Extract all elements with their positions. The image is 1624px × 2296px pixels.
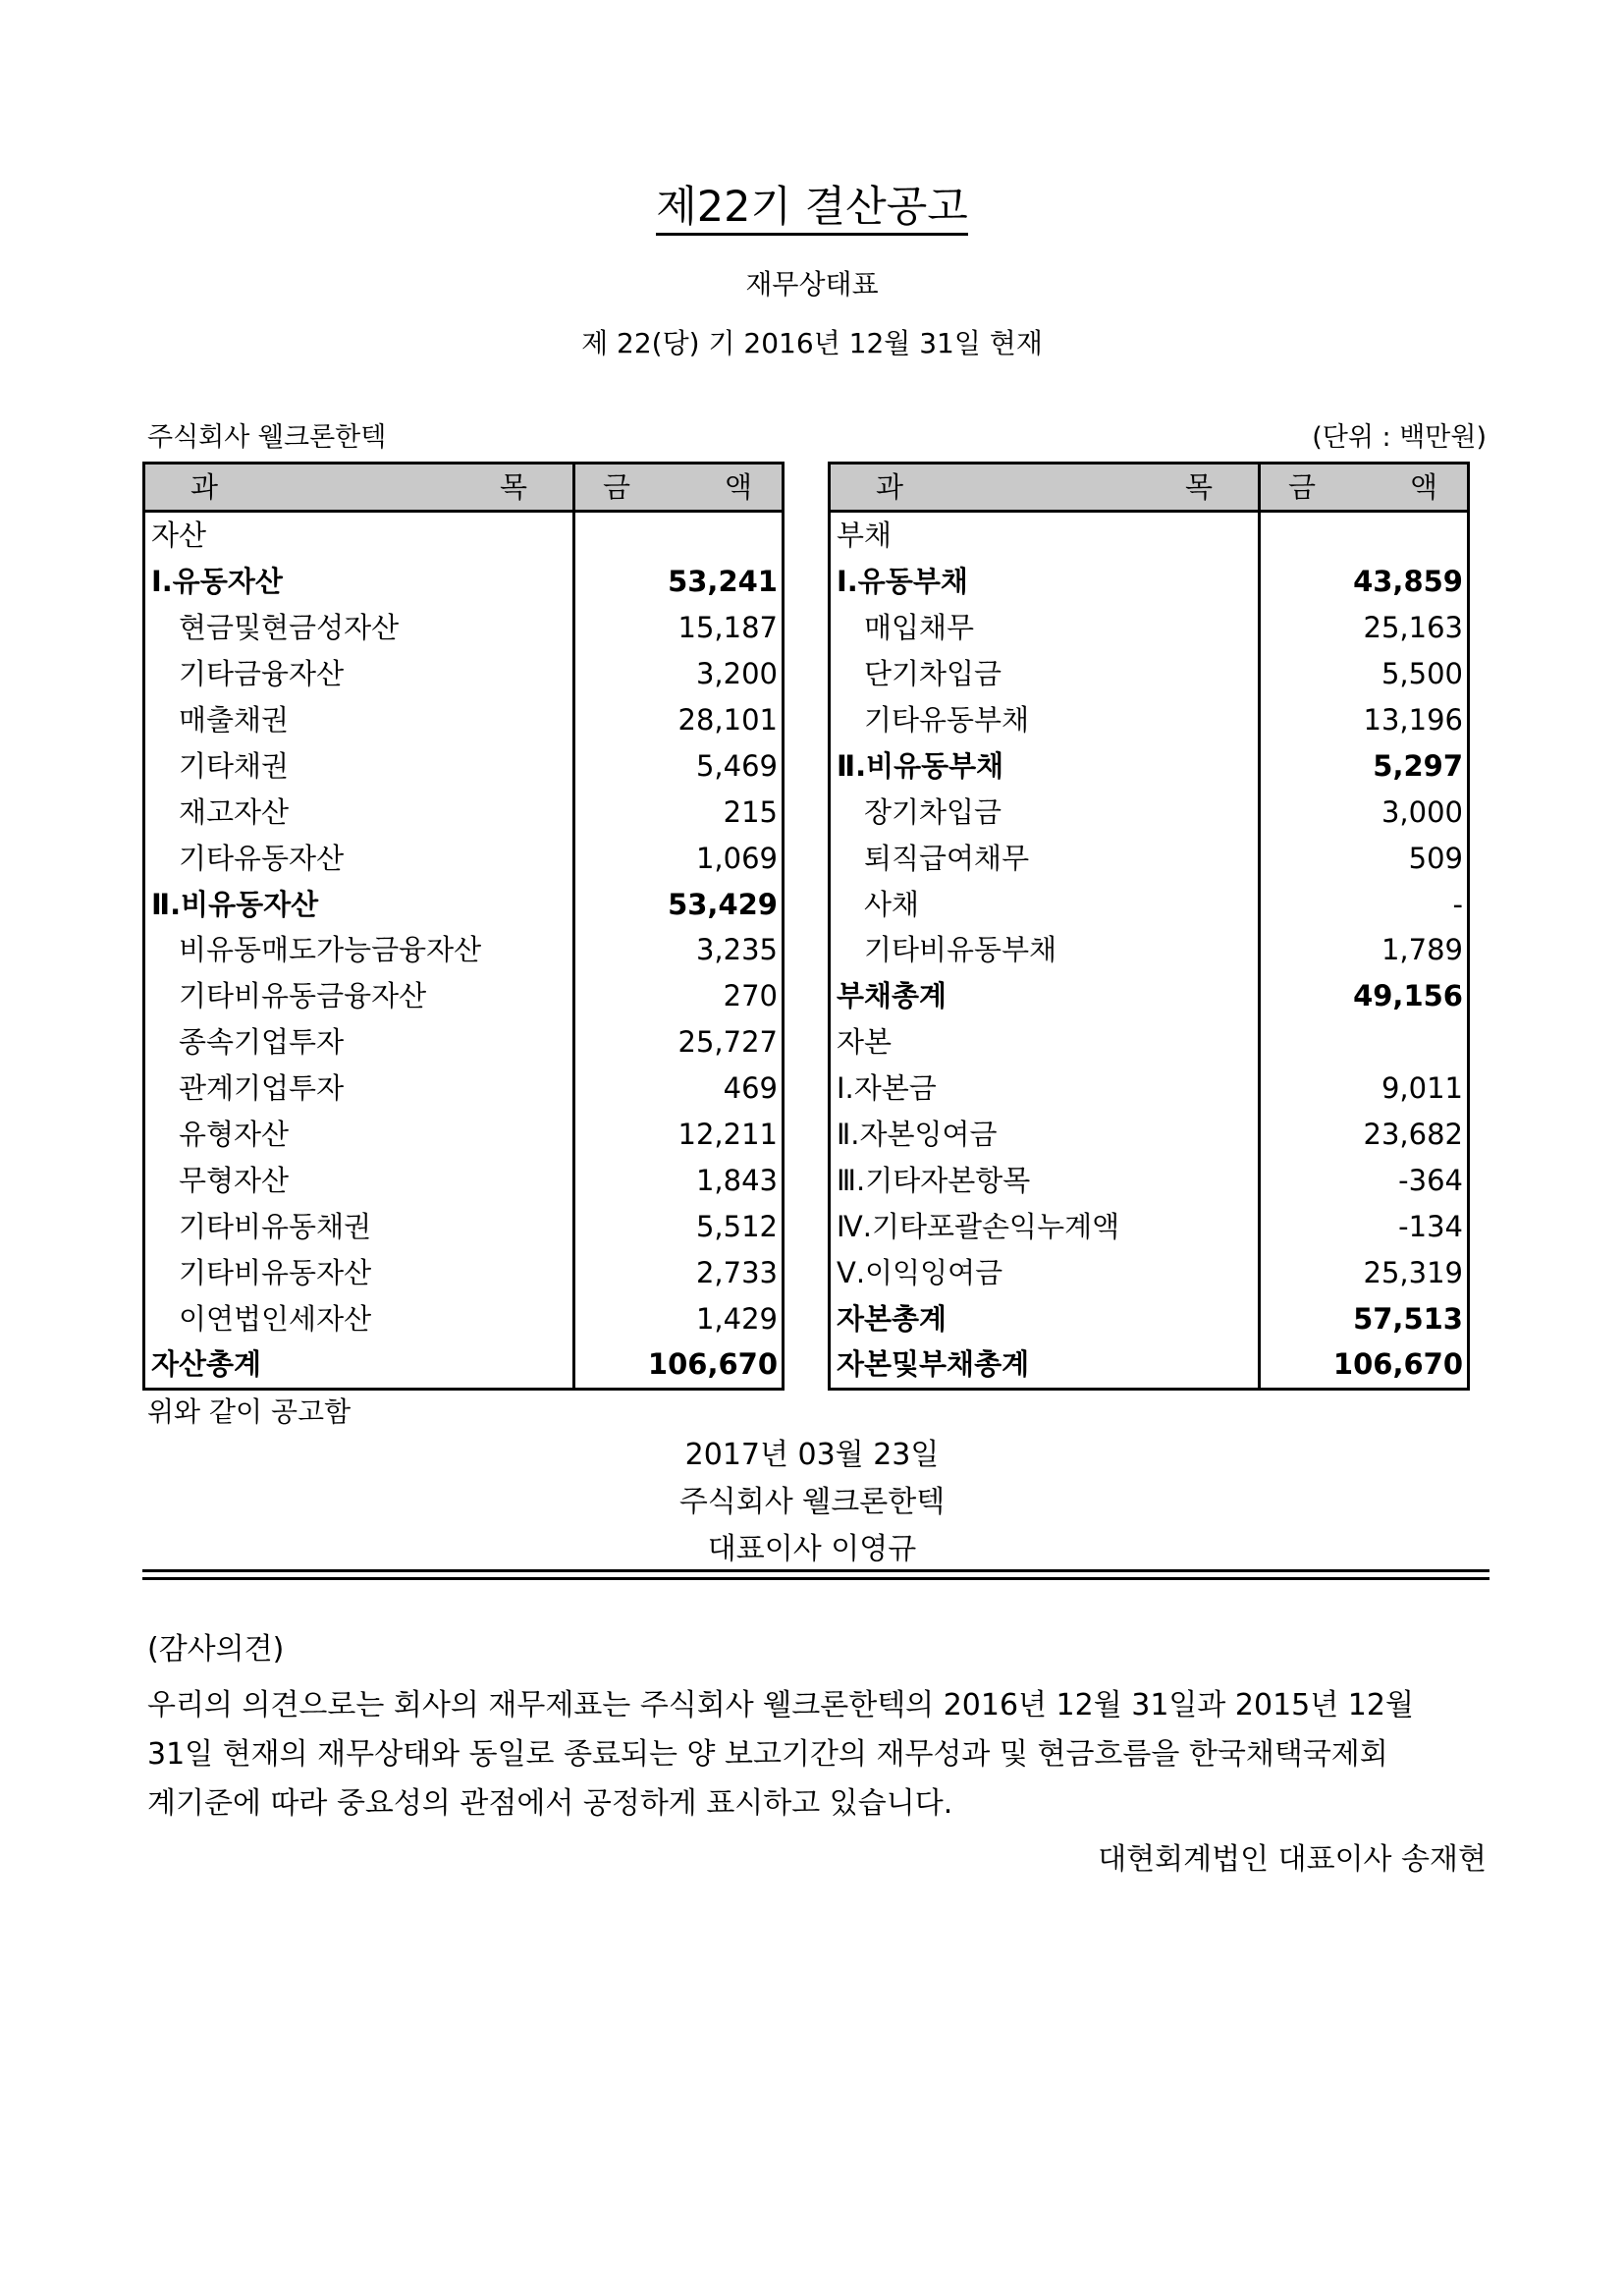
- row-amount: 1,843: [574, 1157, 784, 1203]
- row-label: 자본: [830, 1019, 1260, 1066]
- table-row: [144, 1066, 784, 1112]
- liabilities-rows: [830, 512, 1469, 1390]
- row-label: Ⅰ.유동부채: [830, 559, 1260, 605]
- row-amount: 23,682: [1260, 1112, 1469, 1158]
- row-label: 기타유동부채: [830, 697, 1260, 743]
- table-row: [144, 742, 784, 789]
- table-row: [144, 973, 784, 1019]
- table-row: [144, 651, 784, 697]
- row-amount: 5,500: [1260, 651, 1469, 697]
- row-amount: -364: [1260, 1157, 1469, 1203]
- row-label: 종속기업투자: [144, 1019, 574, 1066]
- table-row: [830, 789, 1469, 835]
- row-amount: 9,011: [1260, 1066, 1469, 1112]
- notice-date: 2017년 03월 23일: [684, 1438, 940, 1472]
- liabilities-item-header: [830, 464, 1260, 512]
- signature-ceo: 대표이사 이영규: [707, 1532, 917, 1566]
- row-label: 기타비유동금융자산: [144, 973, 574, 1019]
- row-amount: 25,727: [574, 1019, 784, 1066]
- row-amount: 28,101: [574, 697, 784, 743]
- row-amount: 25,163: [1260, 605, 1469, 651]
- table-row: [830, 927, 1469, 973]
- row-label: 유형자산: [144, 1112, 574, 1158]
- statement-period: 제 22(당) 기 2016년 12월 31일 현재: [581, 327, 1043, 359]
- table-row: [830, 881, 1469, 927]
- table-row: [830, 697, 1469, 743]
- row-label: 부채: [830, 512, 1260, 559]
- row-label: 관계기업투자: [144, 1066, 574, 1112]
- table-row: [144, 1295, 784, 1341]
- row-label: 사채: [830, 881, 1260, 927]
- table-row: [144, 835, 784, 881]
- row-label: Ⅱ.자본잉여금: [830, 1112, 1260, 1158]
- table-row: [144, 1203, 784, 1249]
- row-label: 자본총계: [830, 1295, 1260, 1341]
- row-amount: -134: [1260, 1203, 1469, 1249]
- row-label: 기타비유동채권: [144, 1203, 574, 1249]
- table-row: [830, 559, 1469, 605]
- table-row: [830, 1249, 1469, 1295]
- table-row: [830, 1019, 1469, 1066]
- row-label: 매출채권: [144, 697, 574, 743]
- row-label: 부채총계: [830, 973, 1260, 1019]
- header-item-a: 과: [876, 470, 904, 504]
- row-label: Ⅲ.기타자본항목: [830, 1157, 1260, 1203]
- table-row: [144, 1019, 784, 1066]
- table-row: [144, 605, 784, 651]
- header-item-b: 목: [499, 470, 527, 504]
- row-label: Ⅱ.비유동부채: [830, 742, 1260, 789]
- header-amount-b: 액: [724, 470, 752, 504]
- row-amount: 3,235: [574, 927, 784, 973]
- table-row: [830, 742, 1469, 789]
- row-amount: 12,211: [574, 1112, 784, 1158]
- row-label: 비유동매도가능금융자산: [144, 927, 574, 973]
- table-row: [830, 1341, 1469, 1389]
- assets-item-header: [144, 464, 574, 512]
- row-amount: 57,513: [1260, 1295, 1469, 1341]
- row-amount: 270: [574, 973, 784, 1019]
- row-label: Ⅰ.유동자산: [144, 559, 574, 605]
- row-amount: 1,789: [1260, 927, 1469, 973]
- table-row: [830, 973, 1469, 1019]
- audit-line: 계기준에 따라 중요성의 관점에서 공정하게 표시하고 있습니다.: [147, 1786, 953, 1821]
- row-amount: 53,429: [574, 881, 784, 927]
- row-label: Ⅴ.이익잉여금: [830, 1249, 1260, 1295]
- row-amount: -: [1260, 881, 1469, 927]
- row-label: 무형자산: [144, 1157, 574, 1203]
- row-label: 자산: [144, 512, 574, 559]
- row-amount: 25,319: [1260, 1249, 1469, 1295]
- row-amount: 215: [574, 789, 784, 835]
- audit-line: 우리의 의견으로는 회사의 재무제표는 주식회사 웰크론한텍의 2016년 12월 31일과 2015년 12월: [147, 1688, 1414, 1722]
- row-label: Ⅱ.비유동자산: [144, 881, 574, 927]
- double-divider: [142, 1569, 1489, 1580]
- row-amount: 3,000: [1260, 789, 1469, 835]
- table-row: [830, 835, 1469, 881]
- row-amount: 509: [1260, 835, 1469, 881]
- row-label: 기타비유동부채: [830, 927, 1260, 973]
- row-label: 현금및현금성자산: [144, 605, 574, 651]
- row-label: 기타금융자산: [144, 651, 574, 697]
- auditor-signature: 대현회계법인 대표이사 송재현: [1098, 1842, 1487, 1877]
- row-label: Ⅳ.기타포괄손익누계액: [830, 1203, 1260, 1249]
- assets-table: [142, 462, 785, 1391]
- row-label: 매입채무: [830, 605, 1260, 651]
- signature-company: 주식회사 웰크론한텍: [678, 1485, 946, 1519]
- row-amount: [1260, 1019, 1469, 1066]
- row-label: 이연법인세자산: [144, 1295, 574, 1341]
- header-amount-b: 액: [1409, 470, 1437, 504]
- table-row: [830, 1203, 1469, 1249]
- table-row: [830, 605, 1469, 651]
- table-row: [830, 1157, 1469, 1203]
- row-amount: 1,429: [574, 1295, 784, 1341]
- table-row: [144, 512, 784, 559]
- table-row: [830, 512, 1469, 559]
- row-amount: 106,670: [574, 1341, 784, 1389]
- row-amount: [1260, 512, 1469, 559]
- row-label: Ⅰ.자본금: [830, 1066, 1260, 1112]
- row-amount: 53,241: [574, 559, 784, 605]
- row-label: 재고자산: [144, 789, 574, 835]
- table-row: [144, 697, 784, 743]
- header-item-a: 과: [190, 470, 219, 504]
- row-amount: 1,069: [574, 835, 784, 881]
- row-label: 퇴직급여채무: [830, 835, 1260, 881]
- table-row: [144, 789, 784, 835]
- header-amount-a: 금: [603, 470, 631, 504]
- table-row: [144, 559, 784, 605]
- row-amount: 3,200: [574, 651, 784, 697]
- table-row: [144, 927, 784, 973]
- assets-rows: [144, 512, 784, 1390]
- assets-amount-header: [574, 464, 784, 512]
- row-amount: 5,512: [574, 1203, 784, 1249]
- notice-text: 위와 같이 공고함: [147, 1395, 352, 1428]
- row-label: 기타채권: [144, 742, 574, 789]
- row-amount: 49,156: [1260, 973, 1469, 1019]
- row-amount: 5,297: [1260, 742, 1469, 789]
- liabilities-equity-table: [828, 462, 1470, 1391]
- row-amount: 43,859: [1260, 559, 1469, 605]
- title-text: 제22기 결산공고: [656, 183, 968, 236]
- statement-subtitle: 재무상태표: [745, 268, 879, 301]
- table-row: [144, 1249, 784, 1295]
- row-amount: 5,469: [574, 742, 784, 789]
- table-row: [830, 651, 1469, 697]
- row-label: 자산총계: [144, 1341, 574, 1389]
- row-amount: 13,196: [1260, 697, 1469, 743]
- audit-opinion: [147, 1681, 1492, 1829]
- row-label: 기타비유동자산: [144, 1249, 574, 1295]
- header-amount-a: 금: [1288, 470, 1317, 504]
- header-item-b: 목: [1184, 470, 1213, 504]
- table-row: [830, 1066, 1469, 1112]
- table-row: [830, 1295, 1469, 1341]
- page-title: [0, 180, 1624, 235]
- table-row: [144, 1341, 784, 1389]
- table-row: [144, 1157, 784, 1203]
- row-amount: 106,670: [1260, 1341, 1469, 1389]
- company-name: 주식회사 웰크론한텍: [147, 422, 387, 453]
- row-amount: 2,733: [574, 1249, 784, 1295]
- liabilities-amount-header: [1260, 464, 1469, 512]
- row-amount: 469: [574, 1066, 784, 1112]
- audit-line: 31일 현재의 재무상태와 동일로 종료되는 양 보고기간의 재무성과 및 현금흐름을 한국채택국제회: [147, 1737, 1388, 1772]
- audit-heading: (감사의견): [147, 1632, 285, 1667]
- row-amount: [574, 512, 784, 559]
- table-row: [144, 881, 784, 927]
- row-amount: 15,187: [574, 605, 784, 651]
- unit-label: (단위 : 백만원): [1312, 422, 1487, 453]
- row-label: 단기차입금: [830, 651, 1260, 697]
- row-label: 장기차입금: [830, 789, 1260, 835]
- table-row: [144, 1112, 784, 1158]
- table-row: [830, 1112, 1469, 1158]
- row-label: 자본및부채총계: [830, 1341, 1260, 1389]
- row-label: 기타유동자산: [144, 835, 574, 881]
